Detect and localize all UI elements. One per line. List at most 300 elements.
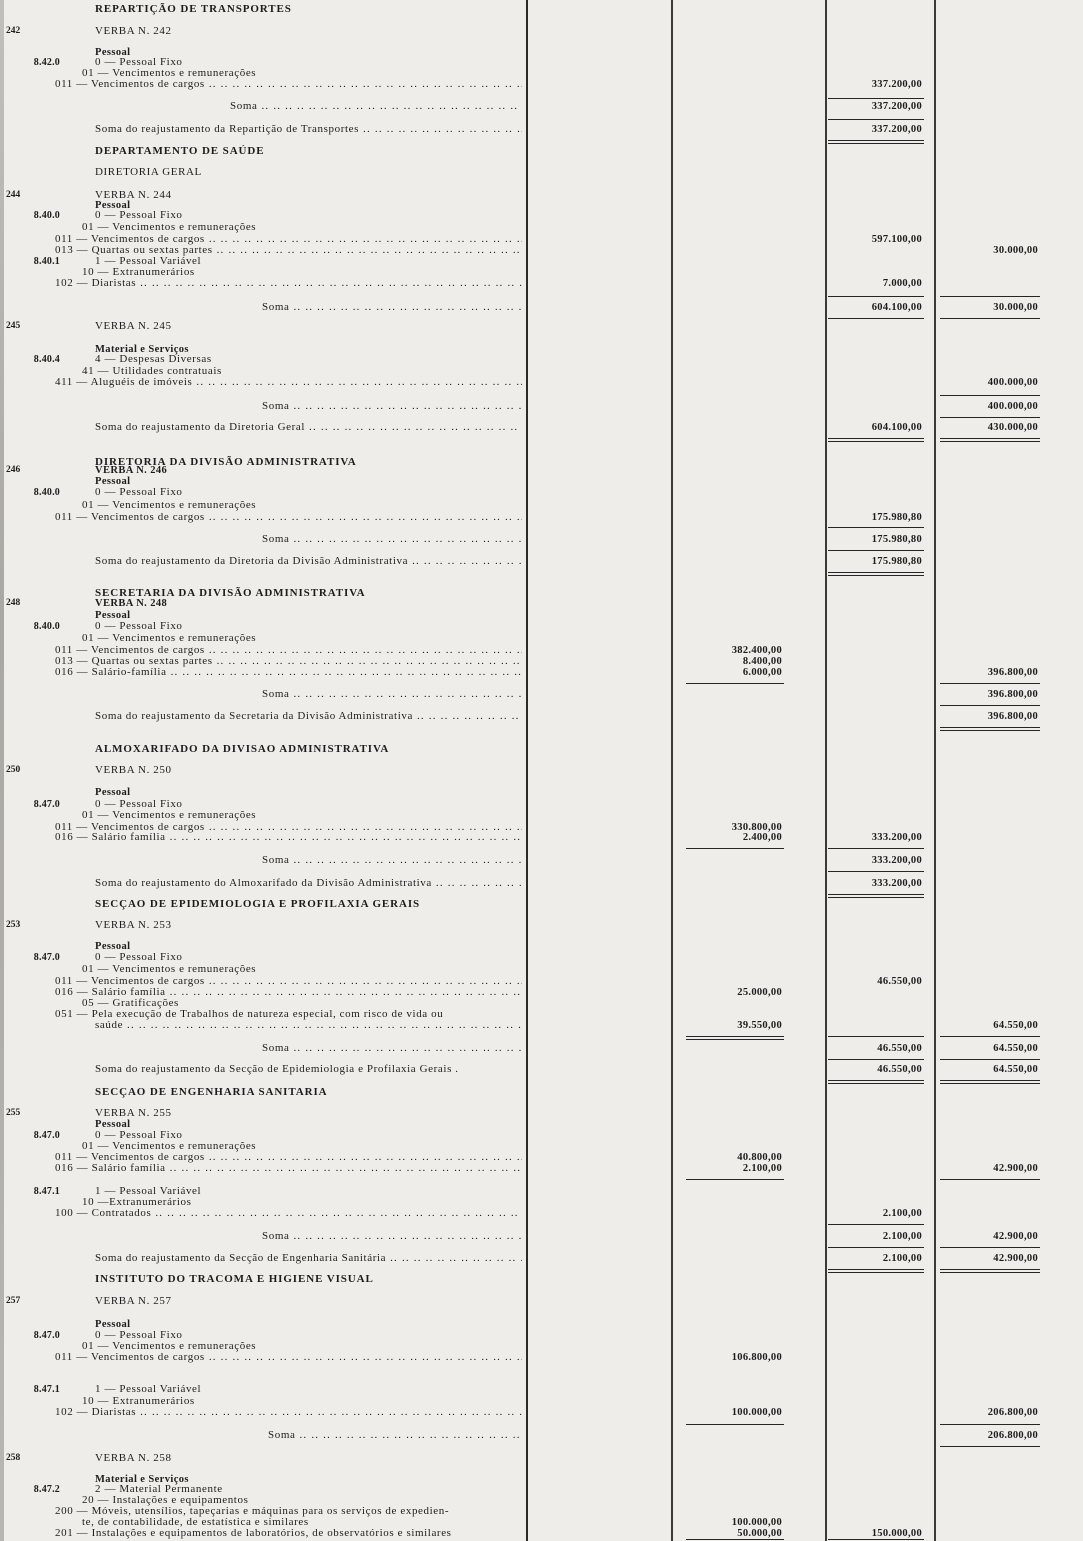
amount-col2: 333.200,00 bbox=[871, 832, 922, 843]
section-row bbox=[0, 3, 1083, 16]
double-total-rule bbox=[828, 1269, 924, 1273]
row-text-block bbox=[55, 1207, 522, 1220]
row-label: 201 — Instalações e equipamentos de laboratórios, de observatórios e similares bbox=[55, 1527, 452, 1539]
amount-col1: 106.800,00 bbox=[731, 1352, 782, 1363]
total-rule bbox=[828, 1059, 924, 1060]
amount-col3: 64.550,00 bbox=[993, 1064, 1038, 1075]
row-label: 011 — Vencimentos de cargos bbox=[55, 1151, 205, 1163]
amount-col1: 25.000,00 bbox=[737, 987, 782, 998]
verba-number: 253 bbox=[6, 920, 21, 930]
budget-row bbox=[0, 854, 1083, 867]
budget-row bbox=[0, 1452, 1083, 1465]
amount-col3: 400.000,00 bbox=[987, 377, 1038, 388]
row-text-block bbox=[55, 1162, 522, 1175]
account-code: 8.40.0 bbox=[33, 210, 60, 221]
amount-col1: 8.400,00 bbox=[742, 656, 782, 667]
row-label: Soma bbox=[262, 1042, 290, 1054]
amount-col2: 7.000,00 bbox=[882, 278, 922, 289]
dot-leader bbox=[363, 123, 522, 136]
total-rule bbox=[686, 848, 784, 849]
section-heading: DIRETORIA DA DIVISÃO ADMINISTRATIVA bbox=[95, 456, 357, 468]
budget-row bbox=[0, 166, 1083, 179]
row-label: 013 — Quartas ou sextas partes bbox=[55, 244, 213, 256]
account-code: 8.47.2 bbox=[33, 1484, 60, 1495]
row-label: VERBA N. 255 bbox=[95, 1107, 172, 1119]
amount-col3: 396.800,00 bbox=[987, 711, 1038, 722]
row-label: 0 — Pessoal Fixo bbox=[95, 951, 183, 963]
dot-leader bbox=[293, 688, 522, 701]
row-text-block bbox=[55, 511, 522, 524]
section-heading: SECÇAO DE ENGENHARIA SANITARIA bbox=[95, 1086, 328, 1098]
row-label: Soma do reajustamento da Secretaria da Divisão Administrativa bbox=[95, 710, 413, 722]
row-text-block bbox=[262, 1230, 522, 1243]
total-rule bbox=[940, 417, 1040, 418]
budget-row bbox=[0, 78, 1083, 91]
row-text-block bbox=[55, 78, 522, 91]
section-row bbox=[0, 145, 1083, 158]
amount-col3: 42.900,00 bbox=[993, 1231, 1038, 1242]
dot-leader bbox=[170, 831, 522, 844]
row-text-block bbox=[262, 400, 522, 413]
verba-number: 257 bbox=[6, 1296, 21, 1306]
row-label: Material e Serviços bbox=[95, 344, 189, 355]
row-label: 013 — Quartas ou sextas partes bbox=[55, 655, 213, 667]
row-label: Pessoal bbox=[95, 476, 131, 487]
verba-number: 244 bbox=[6, 190, 21, 200]
dot-leader bbox=[293, 400, 522, 413]
row-label: 1 — Pessoal Variável bbox=[95, 255, 202, 267]
row-label: 016 — Salário família bbox=[55, 831, 166, 843]
account-code: 8.42.0 bbox=[33, 57, 60, 68]
budget-row bbox=[0, 1295, 1083, 1308]
budget-row bbox=[0, 100, 1083, 113]
dot-leader bbox=[261, 100, 522, 113]
amount-col3: 30.000,00 bbox=[993, 302, 1038, 313]
budget-row bbox=[0, 25, 1083, 38]
amount-col2: 175.980,80 bbox=[871, 534, 922, 545]
row-label: Pessoal bbox=[95, 47, 131, 58]
amount-col2: 337.200,00 bbox=[871, 124, 922, 135]
budget-row bbox=[0, 831, 1083, 844]
budget-row bbox=[0, 1230, 1083, 1243]
section-heading: REPARTIÇÃO DE TRANSPORTES bbox=[95, 3, 292, 15]
dot-leader bbox=[412, 555, 522, 568]
total-rule bbox=[828, 318, 924, 319]
verba-number: 242 bbox=[6, 26, 21, 36]
row-text-block bbox=[95, 145, 264, 158]
dot-leader bbox=[209, 1351, 522, 1364]
budget-row bbox=[0, 877, 1083, 890]
row-text-block bbox=[95, 1019, 522, 1032]
row-label: Pessoal bbox=[95, 610, 131, 621]
total-rule bbox=[940, 1247, 1040, 1248]
row-text-block bbox=[262, 688, 522, 701]
total-rule bbox=[686, 683, 784, 684]
row-label: 011 — Vencimentos de cargos bbox=[55, 233, 205, 245]
verba-number: 258 bbox=[6, 1453, 21, 1463]
row-label: 011 — Vencimentos de cargos bbox=[55, 975, 205, 987]
row-label: VERBA N. 258 bbox=[95, 1452, 172, 1464]
row-text-block bbox=[262, 854, 522, 867]
budget-row bbox=[0, 533, 1083, 546]
row-label: 1 — Pessoal Variável bbox=[95, 1185, 202, 1197]
row-label: 0 — Pessoal Fixo bbox=[95, 1129, 183, 1141]
amount-col3: 64.550,00 bbox=[993, 1043, 1038, 1054]
row-label: 0 — Pessoal Fixo bbox=[95, 798, 183, 810]
row-text-block bbox=[95, 1086, 327, 1099]
budget-row bbox=[0, 421, 1083, 434]
row-text-block bbox=[95, 1273, 374, 1286]
dot-leader bbox=[293, 301, 522, 314]
account-code: 8.47.0 bbox=[33, 1130, 60, 1141]
row-label: Soma do reajustamento do Almoxarifado da Divisão Administrativa bbox=[95, 877, 432, 889]
dot-leader bbox=[140, 277, 522, 290]
row-label: Pessoal bbox=[95, 1319, 131, 1330]
row-label: 01 — Vencimentos e remunerações bbox=[82, 1340, 257, 1352]
row-text-block bbox=[95, 1295, 172, 1308]
dot-leader bbox=[155, 1207, 522, 1220]
row-label: 411 — Aluguéis de imóveis bbox=[55, 376, 193, 388]
row-text-block bbox=[95, 421, 522, 434]
amount-col1: 100.000,00 bbox=[731, 1517, 782, 1528]
dot-leader bbox=[209, 78, 522, 91]
amount-col2: 2.100,00 bbox=[882, 1253, 922, 1264]
row-text-block bbox=[95, 25, 172, 38]
dot-leader bbox=[140, 1406, 522, 1419]
budget-row bbox=[0, 320, 1083, 333]
row-label: 10 —Extranumerários bbox=[82, 1196, 192, 1208]
row-text-block bbox=[95, 123, 522, 136]
account-code: 8.40.0 bbox=[33, 487, 60, 498]
double-total-rule bbox=[940, 438, 1040, 442]
total-rule bbox=[686, 1539, 784, 1540]
row-text-block bbox=[55, 831, 522, 844]
row-label: 0 — Pessoal Fixo bbox=[95, 56, 183, 68]
row-label: VERBA N. 246 bbox=[95, 465, 168, 476]
row-text-block bbox=[268, 1429, 522, 1442]
row-text-block bbox=[95, 710, 522, 723]
budget-row bbox=[0, 1063, 1083, 1076]
row-text-block bbox=[55, 376, 522, 389]
dot-leader bbox=[170, 1162, 522, 1175]
dot-leader bbox=[196, 376, 522, 389]
total-rule bbox=[828, 1539, 924, 1540]
amount-col3: 64.550,00 bbox=[993, 1020, 1038, 1031]
amount-col1: 2.400,00 bbox=[742, 832, 782, 843]
budget-row bbox=[0, 1162, 1083, 1175]
row-label: 102 — Diaristas bbox=[55, 277, 137, 289]
total-rule bbox=[828, 1247, 924, 1248]
row-label: 01 — Vencimentos e remunerações bbox=[82, 1140, 257, 1152]
total-rule bbox=[940, 296, 1040, 297]
total-rule bbox=[828, 1224, 924, 1225]
row-label: DIRETORIA GERAL bbox=[95, 166, 202, 178]
row-label: 41 — Utilidades contratuais bbox=[82, 365, 222, 377]
verba-number: 255 bbox=[6, 1108, 21, 1118]
row-label: 102 — Diaristas bbox=[55, 1406, 137, 1418]
amount-col2: 604.100,00 bbox=[871, 302, 922, 313]
row-text-block bbox=[55, 1527, 452, 1540]
row-text-block bbox=[95, 320, 172, 333]
amount-col2: 333.200,00 bbox=[871, 878, 922, 889]
row-label: 011 — Vencimentos de cargos bbox=[55, 1351, 205, 1363]
amount-col1: 39.550,00 bbox=[737, 1020, 782, 1031]
row-label: Soma bbox=[262, 1230, 290, 1242]
row-label: 20 — Instalações e equipamentos bbox=[82, 1494, 249, 1506]
row-text-block bbox=[95, 898, 420, 911]
total-rule bbox=[828, 98, 924, 99]
dot-leader bbox=[417, 710, 522, 723]
row-text-block bbox=[95, 486, 183, 499]
row-label: VERBA N. 253 bbox=[95, 919, 172, 931]
row-label: Soma do reajustamento da Secção de Epidemiologia e Profilaxia Gerais . bbox=[95, 1063, 459, 1075]
total-rule bbox=[940, 1446, 1040, 1447]
row-label: 011 — Vencimentos de cargos bbox=[55, 821, 205, 833]
budget-row bbox=[0, 688, 1083, 701]
row-text-block bbox=[95, 166, 202, 179]
total-rule bbox=[828, 527, 924, 528]
amount-col3: 206.800,00 bbox=[987, 1407, 1038, 1418]
section-row bbox=[0, 1086, 1083, 1099]
amount-col1: 382.400,00 bbox=[731, 645, 782, 656]
row-label: Soma do reajustamento da Diretoria Geral bbox=[95, 421, 306, 433]
row-label: Pessoal bbox=[95, 1119, 131, 1130]
total-rule bbox=[940, 1179, 1040, 1180]
total-rule bbox=[940, 395, 1040, 396]
row-text-block bbox=[95, 3, 292, 16]
double-total-rule bbox=[686, 1036, 784, 1040]
row-label: VERBA N. 245 bbox=[95, 320, 172, 332]
row-label: Soma bbox=[262, 688, 290, 700]
budget-row bbox=[0, 710, 1083, 723]
row-label: 051 — Pela execução de Trabalhos de natureza especial, com risco de vida ou bbox=[55, 1008, 444, 1020]
row-text-block bbox=[55, 666, 522, 679]
row-text-block bbox=[95, 555, 522, 568]
row-label: 016 — Salário família bbox=[55, 986, 166, 998]
row-text-block bbox=[95, 919, 172, 932]
amount-col2: 2.100,00 bbox=[882, 1208, 922, 1219]
row-label: 01 — Vencimentos e remunerações bbox=[82, 499, 257, 511]
account-code: 8.47.0 bbox=[33, 952, 60, 963]
section-row bbox=[0, 898, 1083, 911]
double-total-rule bbox=[828, 140, 924, 144]
total-rule bbox=[828, 848, 924, 849]
dot-leader bbox=[299, 1429, 522, 1442]
amount-col3: 396.800,00 bbox=[987, 689, 1038, 700]
amount-col2: 46.550,00 bbox=[877, 1043, 922, 1054]
row-label: 016 — Salário família bbox=[55, 1162, 166, 1174]
row-label: VERBA N. 242 bbox=[95, 25, 172, 37]
double-total-rule bbox=[828, 572, 924, 576]
amount-col2: 46.550,00 bbox=[877, 1064, 922, 1075]
total-rule bbox=[940, 683, 1040, 684]
amount-col2: 175.980,80 bbox=[871, 556, 922, 567]
row-label: VERBA N. 257 bbox=[95, 1295, 172, 1307]
budget-row bbox=[0, 555, 1083, 568]
row-label: Material e Serviços bbox=[95, 1474, 189, 1485]
row-label: te, de contabilidade, de estatística e similares bbox=[82, 1516, 309, 1528]
row-text-block bbox=[95, 1252, 522, 1265]
budget-row bbox=[0, 123, 1083, 136]
row-label: 016 — Salário-família bbox=[55, 666, 167, 678]
amount-col2: 2.100,00 bbox=[882, 1231, 922, 1242]
row-text-block bbox=[95, 764, 172, 777]
budget-row bbox=[0, 1252, 1083, 1265]
row-label: VERBA N. 244 bbox=[95, 189, 172, 201]
row-label: Soma do reajustamento da Repartição de Transportes bbox=[95, 123, 360, 135]
amount-col2: 46.550,00 bbox=[877, 976, 922, 987]
row-label: 01 — Vencimentos e remunerações bbox=[82, 809, 257, 821]
amount-col2: 337.200,00 bbox=[871, 101, 922, 112]
amount-col3: 400.000,00 bbox=[987, 401, 1038, 412]
row-label: 0 — Pessoal Fixo bbox=[95, 620, 183, 632]
row-label: Pessoal bbox=[95, 941, 131, 952]
account-code: 8.40.0 bbox=[33, 621, 60, 632]
row-label: 01 — Vencimentos e remunerações bbox=[82, 67, 257, 79]
total-rule bbox=[940, 318, 1040, 319]
account-code: 8.40.1 bbox=[33, 256, 60, 267]
amount-col3: 430.000,00 bbox=[987, 422, 1038, 433]
row-label: 011 — Vencimentos de cargos bbox=[55, 78, 205, 90]
section-heading: SECRETARIA DA DIVISÃO ADMINISTRATIVA bbox=[95, 587, 366, 599]
total-rule bbox=[940, 1036, 1040, 1037]
row-label: Pessoal bbox=[95, 787, 131, 798]
amount-col3: 206.800,00 bbox=[987, 1430, 1038, 1441]
double-total-rule bbox=[828, 1080, 924, 1084]
double-total-rule bbox=[828, 894, 924, 898]
amount-col1: 330.800,00 bbox=[731, 822, 782, 833]
row-label: 200 — Móveis, utensílios, tapeçarias e máquinas para os serviços de expedien- bbox=[55, 1505, 450, 1517]
amount-col3: 396.800,00 bbox=[987, 667, 1038, 678]
amount-col1: 50.000,00 bbox=[737, 1528, 782, 1539]
row-label: VERBA N. 250 bbox=[95, 764, 172, 776]
row-text-block bbox=[95, 743, 389, 756]
row-text-block bbox=[55, 277, 522, 290]
row-label: 011 — Vencimentos de cargos bbox=[55, 644, 205, 656]
row-label: 01 — Vencimentos e remunerações bbox=[82, 632, 257, 644]
total-rule bbox=[828, 296, 924, 297]
total-rule bbox=[828, 550, 924, 551]
row-label: Soma do reajustamento da Diretoria da Divisão Administrativa bbox=[95, 555, 409, 567]
budget-row bbox=[0, 376, 1083, 389]
double-total-rule bbox=[940, 1080, 1040, 1084]
total-rule bbox=[686, 1179, 784, 1180]
row-label: 0 — Pessoal Fixo bbox=[95, 486, 183, 498]
amount-col1: 6.000,00 bbox=[742, 667, 782, 678]
row-label: 10 — Extranumerários bbox=[82, 1395, 195, 1407]
section-heading: DEPARTAMENTO DE SAÚDE bbox=[95, 145, 265, 157]
row-label: 4 — Despesas Diversas bbox=[95, 353, 212, 365]
amount-col2: 150.000,00 bbox=[871, 1528, 922, 1539]
row-label: VERBA N. 248 bbox=[95, 598, 168, 609]
amount-col1: 40.800,00 bbox=[737, 1152, 782, 1163]
row-label: Soma do reajustamento da Secção de Engenharia Sanitária bbox=[95, 1252, 387, 1264]
total-rule bbox=[828, 871, 924, 872]
row-text-block bbox=[55, 1406, 522, 1419]
row-text-block bbox=[262, 301, 522, 314]
dot-leader bbox=[309, 421, 522, 434]
dot-leader bbox=[436, 877, 522, 890]
total-rule bbox=[686, 1424, 784, 1425]
double-total-rule bbox=[828, 438, 924, 442]
dot-leader bbox=[293, 533, 522, 546]
verba-number: 250 bbox=[6, 765, 21, 775]
row-text-block bbox=[95, 1452, 172, 1465]
amount-col2: 604.100,00 bbox=[871, 422, 922, 433]
row-label: 0 — Pessoal Fixo bbox=[95, 209, 183, 221]
amount-col2: 597.100,00 bbox=[871, 234, 922, 245]
account-code: 8.40.4 bbox=[33, 354, 60, 365]
account-code: 8.47.1 bbox=[33, 1384, 60, 1395]
total-rule bbox=[940, 1424, 1040, 1425]
row-text-block bbox=[262, 533, 522, 546]
total-rule bbox=[940, 1059, 1040, 1060]
row-label: Soma bbox=[230, 100, 258, 112]
row-label: 100 — Contratados bbox=[55, 1207, 152, 1219]
budget-row bbox=[0, 486, 1083, 499]
total-rule bbox=[828, 1036, 924, 1037]
dot-leader bbox=[390, 1252, 522, 1265]
budget-row bbox=[0, 400, 1083, 413]
amount-col3: 42.900,00 bbox=[993, 1253, 1038, 1264]
section-row bbox=[0, 1273, 1083, 1286]
section-heading: INSTITUTO DO TRACOMA E HIGIENE VISUAL bbox=[95, 1273, 374, 1285]
verba-number: 248 bbox=[6, 598, 21, 608]
row-label: Pessoal bbox=[95, 200, 131, 211]
row-label: 2 — Material Permanente bbox=[95, 1483, 223, 1495]
budget-row bbox=[0, 1207, 1083, 1220]
budget-row bbox=[0, 919, 1083, 932]
dot-leader bbox=[293, 1042, 522, 1055]
dot-leader bbox=[171, 666, 522, 679]
budget-row bbox=[0, 1406, 1083, 1419]
verba-number: 246 bbox=[6, 465, 21, 475]
double-total-rule bbox=[940, 1269, 1040, 1273]
row-text-block bbox=[230, 100, 522, 113]
row-label: 01 — Vencimentos e remunerações bbox=[82, 221, 257, 233]
dot-leader bbox=[293, 854, 522, 867]
row-label: Soma bbox=[262, 301, 290, 313]
row-label: 05 — Gratificações bbox=[82, 997, 179, 1009]
budget-row bbox=[0, 1429, 1083, 1442]
row-text-block bbox=[95, 877, 522, 890]
row-text-block bbox=[262, 1042, 522, 1055]
budget-row bbox=[0, 511, 1083, 524]
budget-row bbox=[0, 1351, 1083, 1364]
budget-row bbox=[0, 1019, 1083, 1032]
account-code: 8.47.0 bbox=[33, 1330, 60, 1341]
row-text-block bbox=[95, 1063, 459, 1076]
row-label: Soma bbox=[262, 400, 290, 412]
budget-row bbox=[0, 301, 1083, 314]
budget-row bbox=[0, 277, 1083, 290]
amount-col1: 100.000,00 bbox=[731, 1407, 782, 1418]
row-label: 0 — Pessoal Fixo bbox=[95, 1329, 183, 1341]
amount-col2: 175.980,80 bbox=[871, 512, 922, 523]
row-label: 1 — Pessoal Variável bbox=[95, 1383, 202, 1395]
row-label: 10 — Extranumerários bbox=[82, 266, 195, 278]
account-code: 8.47.1 bbox=[33, 1186, 60, 1197]
verba-number: 245 bbox=[6, 321, 21, 331]
amount-col3: 30.000,00 bbox=[993, 245, 1038, 256]
section-row bbox=[0, 743, 1083, 756]
budget-row bbox=[0, 1042, 1083, 1055]
row-label: 011 — Vencimentos de cargos bbox=[55, 511, 205, 523]
amount-col3: 42.900,00 bbox=[993, 1163, 1038, 1174]
row-text-block bbox=[55, 1351, 522, 1364]
amount-col2: 337.200,00 bbox=[871, 79, 922, 90]
row-label: 01 — Vencimentos e remunerações bbox=[82, 963, 257, 975]
